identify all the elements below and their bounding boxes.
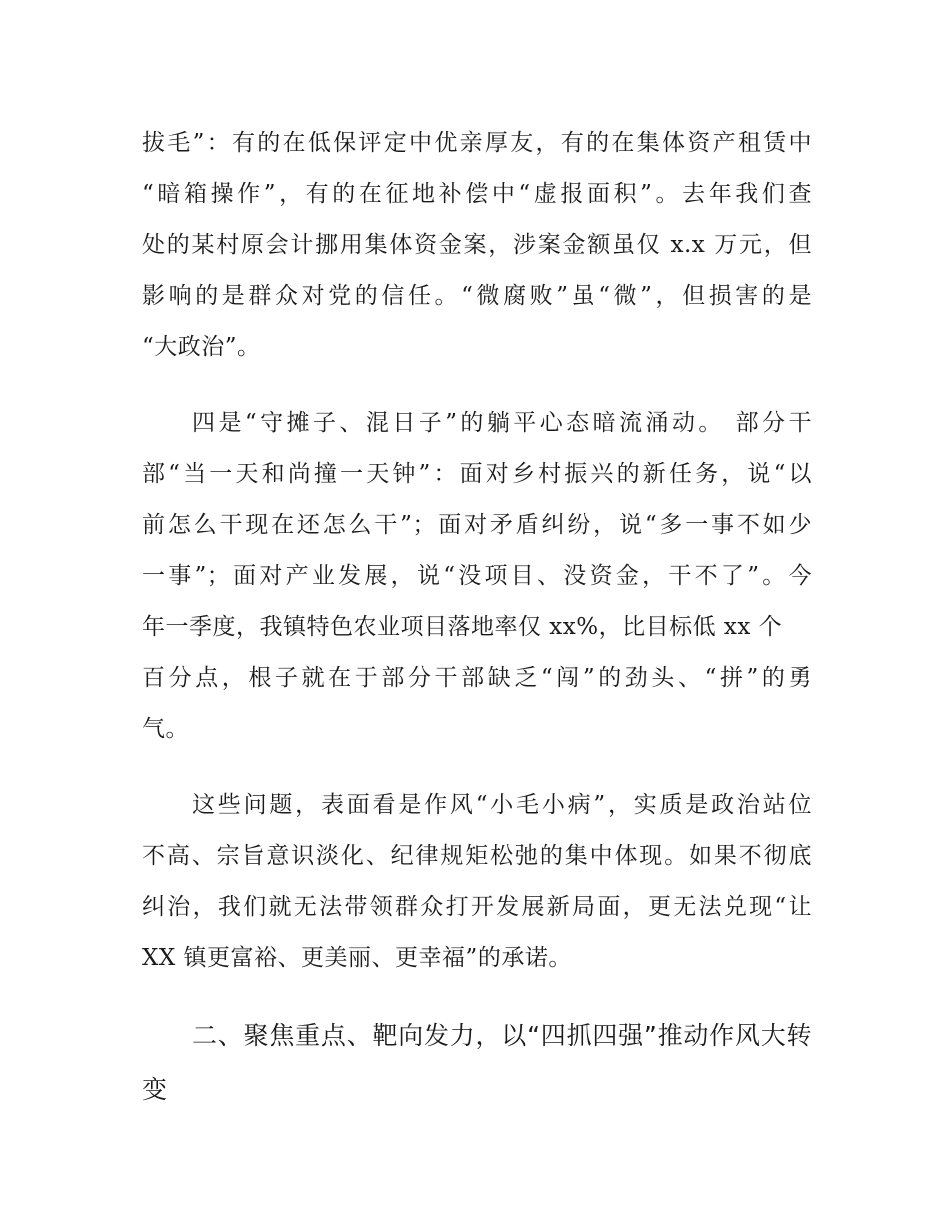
document-body — [142, 118, 812, 1117]
text-line: 纠治，我们就无法带领群众打开发展新局面，更无法兑现“让 — [142, 894, 812, 920]
text-line: 四是“守摊子、混日子”的躺平心态暗流涌动。 部分干 — [192, 410, 812, 436]
text-line: 前怎么干现在还怎么干”；面对矛盾纠纷，说“多一事不如少 — [142, 512, 812, 538]
text-line: 不高、宗旨意识淡化、纪律规矩松弛的集中体现。如果不彻底 — [142, 843, 812, 869]
text-line: 百分点，根子就在于部分干部缺乏“闯”的劲头、“拼”的勇 — [142, 665, 812, 691]
text-line: XX 镇更富裕、更美丽、更幸福”的承诺。 — [142, 945, 572, 971]
paragraph-lying-flat — [142, 398, 812, 755]
text-line: “大政治”。 — [142, 334, 261, 360]
paragraph-gap — [142, 373, 812, 398]
text-line: 气。 — [142, 716, 189, 742]
text-line: 处的某村原会计挪用集体资金案，涉案金额虽仅 x.x 万元，但 — [142, 232, 812, 258]
paragraph-continuation — [142, 118, 812, 373]
text-line: 这些问题，表面看是作风“小毛小病”，实质是政治站位 — [192, 792, 812, 818]
text-line: 部“当一天和尚撞一天钟”：面对乡村振兴的新任务，说“以 — [142, 461, 812, 487]
paragraph-gap — [142, 984, 812, 1009]
text-line: 拔毛”：有的在低保评定中优亲厚友，有的在集体资产租赁中 — [142, 130, 812, 156]
text-line: 影响的是群众对党的信任。“微腐败”虽“微”，但损害的是 — [142, 283, 812, 309]
paragraph-summary — [142, 780, 812, 984]
text-line: 一事”；面对产业发展，说“没项目、没资金，干不了”。今 — [142, 563, 812, 589]
heading-line: 二、聚焦重点、靶向发力，以“四抓四强”推动作风大转 — [192, 1021, 812, 1050]
heading-line: 变 — [142, 1075, 168, 1104]
text-line: “暗箱操作”，有的在征地补偿中“虚报面积”。去年我们查 — [142, 181, 812, 207]
paragraph-gap — [142, 755, 812, 780]
section-heading — [142, 1009, 812, 1117]
text-line: 年一季度，我镇特色农业项目落地率仅 xx%，比目标低 xx 个 — [142, 614, 783, 640]
